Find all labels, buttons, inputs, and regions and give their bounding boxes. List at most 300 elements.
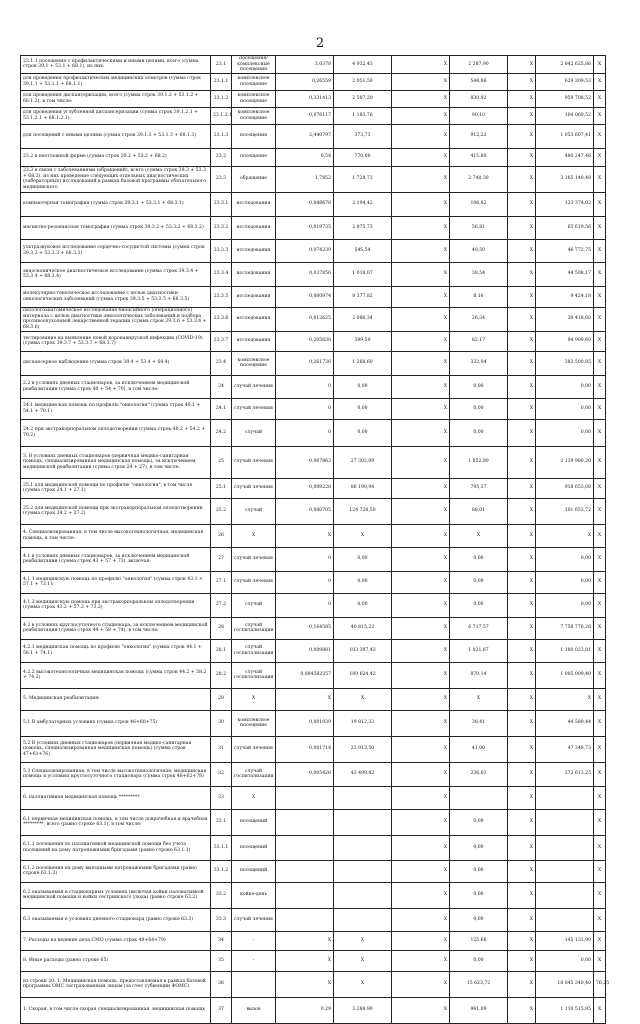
row-oms-per-capita: 82,17 [450, 331, 508, 351]
row-norm: 0 [276, 547, 334, 571]
row-label: эндоскопическое диагностическое исследование (сумма строк 39.3.4 + 53.3.4 + 68.3.4) [21, 262, 211, 286]
row-percent: X [594, 593, 606, 617]
row-budget-total: X [508, 73, 536, 90]
row-budget-per-capita: X [392, 662, 450, 688]
row-oms-total: 918 653,08 [536, 478, 594, 498]
row-unit: обращение [232, 166, 276, 192]
row-budget-total: X [508, 90, 536, 107]
row-oms-per-capita: 90,10 [450, 107, 508, 124]
row-percent: X [594, 148, 606, 166]
row-cost [334, 860, 392, 882]
row-code: 23.1 [211, 56, 232, 74]
row-percent: X [594, 498, 606, 524]
row-norm: 1,7852 [276, 166, 334, 192]
row-oms-total: 145 131,90 [536, 931, 594, 950]
row-norm: 2,440797 [276, 124, 334, 148]
table-row [21, 997, 606, 1023]
row-code: 23.1.2.1 [211, 107, 232, 124]
table-row [21, 688, 606, 710]
row-code: 23.1.1 [211, 73, 232, 90]
row-budget-per-capita: X [392, 90, 450, 107]
row-cost: 86 190,94 [334, 478, 392, 498]
table-row [21, 192, 606, 216]
row-budget-total: X [508, 997, 536, 1023]
row-unit: - [232, 931, 276, 950]
row-unit: комплексное посещение [232, 107, 276, 124]
table-row [21, 331, 606, 351]
row-label: 3. В условиях дневных стационаров (первичная медико-санитарная помощь, специализированная медицинская помощь), за исключением медицинской реабилитации (сумма строк 24 + 27), в том числе: [21, 446, 211, 478]
row-oms-total: 47 348,73 [536, 736, 594, 762]
row-code: 33.3 [211, 908, 232, 931]
row-budget-per-capita: X [392, 809, 450, 835]
row-budget-total: X [508, 107, 536, 124]
table-row [21, 498, 606, 524]
row-percent: X [594, 331, 606, 351]
row-oms-total: 0,00 [536, 950, 594, 971]
row-percent: X [594, 762, 606, 786]
row-norm: 0,037856 [276, 262, 334, 286]
row-cost: 770,00 [334, 148, 392, 166]
table-row [21, 307, 606, 331]
row-budget-per-capita: X [392, 786, 450, 809]
row-norm: 0,29 [276, 997, 334, 1023]
row-label: 23.3 в связи с заболеваниями (обращений), всего (сумма строк 39.3 + 53.3 + 68.3), из них проведение следующих отдельных диагностических (лабораторных) исследований в рамках базовой программы обязательного медицинского [21, 166, 211, 192]
row-oms-total: 0,00 [536, 398, 594, 419]
row-cost: 1 728,73 [334, 166, 392, 192]
row-oms-total: X [536, 688, 594, 710]
table-row [21, 736, 606, 762]
table-row [21, 571, 606, 593]
row-code: 25.1 [211, 478, 232, 498]
row-oms-per-capita: 38,54 [450, 262, 508, 286]
row-cost [334, 882, 392, 908]
row-budget-per-capita: X [392, 617, 450, 639]
row-oms-per-capita: 106,82 [450, 192, 508, 216]
row-label: магнитно-резонансная томография (сумма строк 39.3.2 + 53.3.2 + 68.3.2) [21, 216, 211, 239]
row-budget-total: X [508, 882, 536, 908]
row-label: тестирование на выявление новой коронавирусной инфекции (COVID-19) (сумма строк 39.3.7 + 53.3.7 + 68.3.7) [21, 331, 211, 351]
row-code: 36 [211, 971, 232, 997]
row-budget-per-capita: X [392, 882, 450, 908]
row-unit: комплексное посещение [232, 90, 276, 107]
row-oms-total: 2 139 980,20 [536, 446, 594, 478]
row-oms-total: 104 069,52 [536, 107, 594, 124]
row-budget-per-capita: X [392, 56, 450, 74]
row-oms-total: 2 642 625,86 [536, 56, 594, 74]
row-oms-per-capita: 0,00 [450, 419, 508, 446]
row-oms-per-capita: 0,00 [450, 908, 508, 931]
row-oms-per-capita: 6 717,57 [450, 617, 508, 639]
row-norm: 0,076117 [276, 107, 334, 124]
row-unit: посещения [232, 124, 276, 148]
row-label: 6.1.2 посещения на дому выездными патронажными бригадами (равно строке 63.1.2) [21, 860, 211, 882]
table-row [21, 124, 606, 148]
row-cost: X [334, 931, 392, 950]
row-oms-per-capita: 0,00 [450, 375, 508, 398]
row-cost: 23 913,50 [334, 736, 392, 762]
row-label: 8. Иные расходы (равно строке 65) [21, 950, 211, 971]
row-unit: случай госпитализации [232, 762, 276, 786]
row-oms-per-capita: 0,00 [450, 809, 508, 835]
page-number: 2 [315, 36, 325, 51]
row-unit: случай госпитализации [232, 617, 276, 639]
row-oms-per-capita: 88,01 [450, 498, 508, 524]
row-percent: X [594, 398, 606, 419]
row-budget-per-capita: X [392, 524, 450, 547]
row-label: для проведения профилактических медицинских осмотров (сумма строк 39.1.1 + 53.1.1 + 68.1.1) [21, 73, 211, 90]
row-budget-total: X [508, 617, 536, 639]
row-budget-total: X [508, 351, 536, 375]
row-unit: случай госпитализации [232, 639, 276, 662]
row-unit: исследования [232, 286, 276, 307]
row-unit: посещения/комплексные посещения [232, 56, 276, 74]
row-oms-per-capita: 38,41 [450, 710, 508, 736]
row-budget-per-capita: X [392, 639, 450, 662]
row-norm: 0,54 [276, 148, 334, 166]
row-norm: 0,000705 [276, 498, 334, 524]
row-code: 27 [211, 547, 232, 571]
row-oms-per-capita: 0,00 [450, 547, 508, 571]
table-row [21, 860, 606, 882]
row-unit: случай [232, 498, 276, 524]
table-row [21, 478, 606, 498]
table-row [21, 617, 606, 639]
row-oms-total [536, 809, 594, 835]
row-percent: X [594, 375, 606, 398]
table-row [21, 971, 606, 997]
row-label: 5. Медицинская реабилитация: [21, 688, 211, 710]
row-unit: случай лечения [232, 446, 276, 478]
row-cost: X [334, 950, 392, 971]
row-label: 4.1.1 медицинскую помощь по профилю "онкология" (сумма строк 43.1 + 57.1 + 73.1): [21, 571, 211, 593]
row-oms-total: 1 005 009,40 [536, 662, 594, 688]
row-unit: случай лечения [232, 398, 276, 419]
row-code: 28 [211, 617, 232, 639]
financial-table [20, 55, 610, 1024]
row-norm [276, 882, 334, 908]
row-code: 23.3.7 [211, 331, 232, 351]
row-percent: X [594, 239, 606, 262]
table-row [21, 286, 606, 307]
row-budget-total: X [508, 931, 536, 950]
row-budget-per-capita: X [392, 239, 450, 262]
row-budget-per-capita: X [392, 498, 450, 524]
row-cost: 189 624,42 [334, 662, 392, 688]
row-budget-per-capita: X [392, 688, 450, 710]
row-norm: 0 [276, 398, 334, 419]
row-oms-total [536, 860, 594, 882]
row-budget-total: X [508, 419, 536, 446]
row-code: 25 [211, 446, 232, 478]
row-label: 23.1.1 посещения с профилактическими и иными целями, всего (сумма строк 39.1 + 53.1 + 68.1), из них: [21, 56, 211, 74]
table-row [21, 931, 606, 950]
row-oms-per-capita: 236,03 [450, 762, 508, 786]
row-cost [334, 786, 392, 809]
row-unit: исследования [232, 307, 276, 331]
row-unit: посещений [232, 860, 276, 882]
table-row [21, 762, 606, 786]
table-row [21, 547, 606, 571]
row-label: молекулярно-генетическое исследование с целью диагностики онкологических заболеваний (сумма строк 39.3.5 + 53.3.5 + 68.3.5) [21, 286, 211, 307]
row-percent: X [594, 882, 606, 908]
row-label: 1. Скорая, в том числе скорая специализированная, медицинская помощь [21, 997, 211, 1023]
row-unit: комплексное посещение [232, 73, 276, 90]
row-unit [232, 971, 276, 997]
row-oms-total: 1 053 607,41 [536, 124, 594, 148]
row-cost: 1 018,07 [334, 262, 392, 286]
row-cost: 1 268,60 [334, 351, 392, 375]
row-cost [334, 809, 392, 835]
row-norm: 0 [276, 375, 334, 398]
row-budget-total: X [508, 688, 536, 710]
row-cost: 373,73 [334, 124, 392, 148]
row-cost: 8 377,82 [334, 286, 392, 307]
row-oms-per-capita: 912,22 [450, 124, 508, 148]
row-oms-total: 0,00 [536, 547, 594, 571]
row-label: 6. паллиативная медицинская помощь ********* [21, 786, 211, 809]
row-unit: случай лечения [232, 736, 276, 762]
row-budget-per-capita: X [392, 286, 450, 307]
row-norm: 0,001939 [276, 710, 334, 736]
row-cost: 2 875,73 [334, 216, 392, 239]
row-budget-total: X [508, 498, 536, 524]
row-code: 23.3.4 [211, 262, 232, 286]
row-code: 23.1.3 [211, 124, 232, 148]
row-oms-per-capita: 26,34 [450, 307, 508, 331]
row-budget-per-capita: X [392, 997, 450, 1023]
row-norm [276, 908, 334, 931]
row-percent: X [594, 931, 606, 950]
row-cost [334, 908, 392, 931]
table-row [21, 166, 606, 192]
row-budget-total: X [508, 524, 536, 547]
row-oms-per-capita: 0,00 [450, 571, 508, 593]
row-budget-total: X [508, 148, 536, 166]
row-oms-total: 1 180 023,81 [536, 639, 594, 662]
row-budget-per-capita: X [392, 192, 450, 216]
row-oms-total: X [536, 524, 594, 547]
row-code: 28.2 [211, 662, 232, 688]
row-oms-total [536, 908, 594, 931]
row-oms-per-capita: 0,00 [450, 835, 508, 860]
row-oms-total: 0,00 [536, 593, 594, 617]
row-unit: комплексное посещение [232, 351, 276, 375]
row-code: 23.3.5 [211, 286, 232, 307]
row-oms-total [536, 786, 594, 809]
row-percent: X [594, 524, 606, 547]
row-cost: X [334, 688, 392, 710]
row-unit: исследования [232, 262, 276, 286]
row-percent: X [594, 571, 606, 593]
row-budget-per-capita: X [392, 710, 450, 736]
row-code: 32 [211, 762, 232, 786]
row-oms-per-capita: 870,14 [450, 662, 508, 688]
row-percent: X [594, 639, 606, 662]
row-cost: 0,00 [334, 593, 392, 617]
row-oms-total: 46 772,75 [536, 239, 594, 262]
row-unit: X [232, 524, 276, 547]
row-unit: случай [232, 593, 276, 617]
row-label: 23.2 в неотложной форме (сумма строк 39.2 + 53.2 + 68.2) [21, 148, 211, 166]
row-percent: X [594, 617, 606, 639]
row-oms-per-capita: 0,00 [450, 950, 508, 971]
row-budget-per-capita: X [392, 124, 450, 148]
row-budget-per-capita: X [392, 351, 450, 375]
row-budget-total: X [508, 166, 536, 192]
row-budget-per-capita: X [392, 148, 450, 166]
row-unit: случай лечения [232, 908, 276, 931]
row-oms-total: 30 418,60 [536, 307, 594, 331]
row-budget-total: X [508, 662, 536, 688]
table-row [21, 524, 606, 547]
row-label: патологоанатомическое исследование биопсийного (операционного) материала с целью диагностики онкологических заболеваний и подбора противоопухолевой лекарственной терапии (сумма строк 39.3.6 + 53.3.6 + 68.3.6) [21, 307, 211, 331]
row-oms-total: 959 708,52 [536, 90, 594, 107]
row-cost: X [334, 971, 392, 997]
row-percent: X [594, 662, 606, 688]
row-unit: исследования [232, 216, 276, 239]
row-budget-total: X [508, 192, 536, 216]
row-percent: X [594, 262, 606, 286]
row-norm: 0,261736 [276, 351, 334, 375]
row-norm [276, 860, 334, 882]
row-label: 6.2 оказываемая в стационарных условиях (включая койки паллиативной медицинской помощи и койки сестринского ухода) (равно строке 63.2) [21, 882, 211, 908]
row-label: 6.1.1 посещения по паллиативной медицинской помощи без учета посещений на дому патронажными бригадами (равно строке 63.1.1) [21, 835, 211, 860]
row-percent: X [594, 166, 606, 192]
row-label: 6.1 первичная медицинская помощь, в том числе доврачебная и врачебная *********, всего (равно строке 63.1), в том числе: [21, 809, 211, 835]
row-budget-per-capita: X [392, 971, 450, 997]
row-norm: X [276, 688, 334, 710]
row-norm: 0 [276, 571, 334, 593]
row-label: 5.2 В условиях дневных стационаров (первичная медико-санитарная помощь, специализированная медицинская помощь) (сумма строк 47+61+76) [21, 736, 211, 762]
row-norm: X [276, 524, 334, 547]
row-budget-per-capita: X [392, 931, 450, 950]
row-oms-per-capita: 830,92 [450, 90, 508, 107]
row-label: 4. Специализированная, в том числе высокотехнологичная, медицинская помощь, в том числе: [21, 524, 211, 547]
row-budget-total: X [508, 710, 536, 736]
row-code: 23.3 [211, 166, 232, 192]
row-cost: 0,00 [334, 571, 392, 593]
row-label: 24.2 при экстракорпоральном оплодотворении (сумма строк 40.2 + 54.2 + 70.2) [21, 419, 211, 446]
row-norm: 0,067863 [276, 446, 334, 478]
row-label: 4.1.2 медицинскую помощь при экстракорпоральном оплодотворении (сумма строк 43.2 + 57.2 + 73.2) [21, 593, 211, 617]
table-row [21, 398, 606, 419]
row-oms-total: 44 589,44 [536, 710, 594, 736]
row-budget-total: X [508, 639, 536, 662]
row-budget-total: X [508, 950, 536, 971]
table-row [21, 239, 606, 262]
row-norm: 0,000974 [276, 286, 334, 307]
row-cost: 19 812,33 [334, 710, 392, 736]
row-label: для посещений с иными целями (сумма строк 39.1.3 + 53.1.3 + 68.1.3) [21, 124, 211, 148]
row-oms-per-capita [450, 786, 508, 809]
row-oms-total: 9 424,18 [536, 286, 594, 307]
row-percent: X [594, 286, 606, 307]
row-code: 23.3.6 [211, 307, 232, 331]
row-oms-total: 0,00 [536, 375, 594, 398]
row-code: 31 [211, 736, 232, 762]
row-oms-per-capita: 2 740,39 [450, 166, 508, 192]
row-percent: X [594, 736, 606, 762]
row-budget-per-capita: X [392, 908, 450, 931]
row-code: 23.1.2 [211, 90, 232, 107]
table-body [21, 56, 610, 1024]
row-cost: 0,00 [334, 398, 392, 419]
row-oms-total [536, 835, 594, 860]
row-oms-per-capita: 544,86 [450, 73, 508, 90]
row-norm: 0,205638 [276, 331, 334, 351]
table-row [21, 56, 606, 74]
row-cost: X [334, 524, 392, 547]
row-oms-per-capita: 8,16 [450, 286, 508, 307]
row-norm: X [276, 971, 334, 997]
table-row [21, 662, 606, 688]
row-code: 28.1 [211, 639, 232, 662]
row-norm: 0,164585 [276, 617, 334, 639]
row-budget-total: X [508, 307, 536, 331]
row-percent: X [594, 950, 606, 971]
row-budget-total: X [508, 375, 536, 398]
table-row [21, 351, 606, 375]
row-label: для проведения диспансеризации, всего (сумма строк 39.1.2 + 53.1.2 + 68.1.2), в том числе: [21, 90, 211, 107]
row-percent: X [594, 307, 606, 331]
row-code: 24.1 [211, 398, 232, 419]
row-oms-per-capita: 0,00 [450, 398, 508, 419]
row-code: 24 [211, 375, 232, 398]
row-norm: 0,004582257 [276, 662, 334, 688]
row-oms-per-capita: 41,00 [450, 736, 508, 762]
row-norm [276, 835, 334, 860]
row-oms-per-capita: 40,50 [450, 239, 508, 262]
row-unit: посещений [232, 809, 276, 835]
row-percent: X [594, 419, 606, 446]
row-cost: 27 302,09 [334, 446, 392, 478]
row-percent: X [594, 351, 606, 375]
row-oms-per-capita: 1 021,67 [450, 639, 508, 662]
table-row [21, 262, 606, 286]
table-row [21, 809, 606, 835]
row-oms-total: 383 500,85 [536, 351, 594, 375]
row-cost: 43 499,82 [334, 762, 392, 786]
row-cost: 2 051,50 [334, 73, 392, 90]
row-percent: X [594, 835, 606, 860]
row-unit: случай лечения [232, 478, 276, 498]
row-budget-total: X [508, 736, 536, 762]
row-budget-per-capita: X [392, 107, 450, 124]
row-budget-total: X [508, 809, 536, 835]
row-code: 37 [211, 997, 232, 1023]
row-percent: X [594, 216, 606, 239]
row-budget-total: X [508, 835, 536, 860]
row-norm: 0,005426 [276, 762, 334, 786]
row-budget-per-capita: X [392, 547, 450, 571]
row-percent: X [594, 908, 606, 931]
row-code: 23.4 [211, 351, 232, 375]
row-budget-per-capita: X [392, 73, 450, 90]
row-cost: 545,54 [334, 239, 392, 262]
row-label: диспансерное наблюдение (сумма строк 39.4 + 53.4 + 68.4) [21, 351, 211, 375]
row-norm: 0,019735 [276, 216, 334, 239]
row-percent: X [594, 124, 606, 148]
row-budget-per-capita: X [392, 166, 450, 192]
row-budget-per-capita: X [392, 375, 450, 398]
row-budget-total: X [508, 547, 536, 571]
row-label: 4.2 в условиях круглосуточного стационара, за исключением медицинской реабилитации (сумма строк 44 + 58 + 74), в том числе: [21, 617, 211, 639]
row-norm: 0 [276, 593, 334, 617]
row-code: 23.3.1 [211, 192, 232, 216]
row-cost [334, 835, 392, 860]
row-oms-per-capita: 125,66 [450, 931, 508, 950]
table-row [21, 148, 606, 166]
